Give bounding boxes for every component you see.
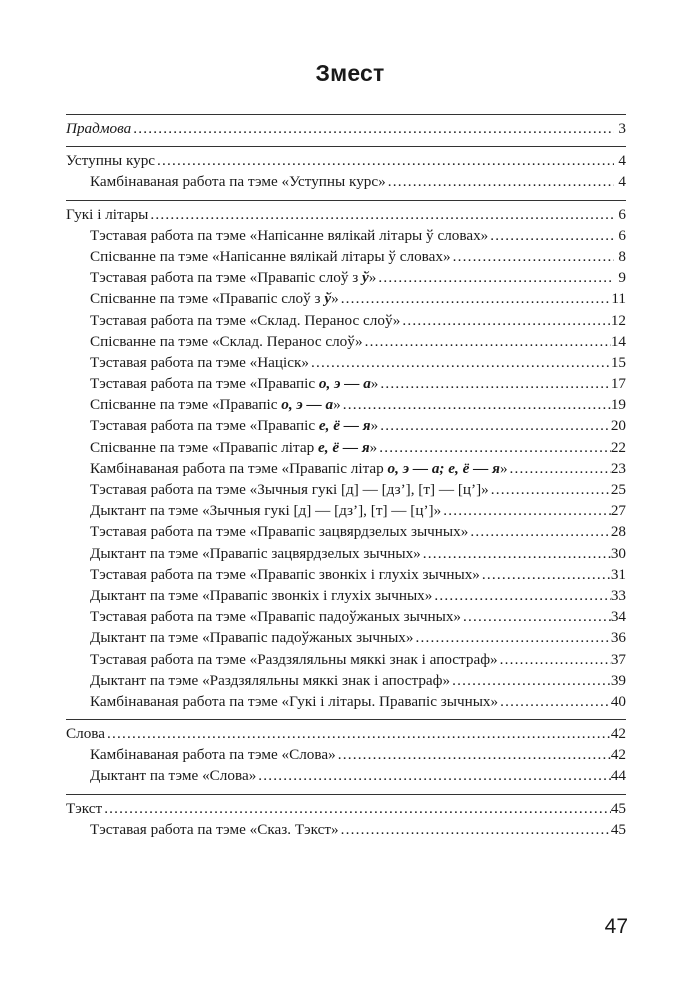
toc-entry-page: 19 (610, 396, 626, 414)
page-title: Змест (315, 60, 385, 86)
toc-entry-label: Спісванне па тэме «Правапіс літар е, ё — я» (90, 438, 378, 456)
toc-section (66, 794, 626, 847)
toc-entry[interactable] (66, 288, 626, 309)
toc-entry-label: Тэставая работа па тэме «Правапіс зацвярдзелых зычных» (90, 523, 469, 541)
toc-entry[interactable] (66, 564, 626, 585)
dot-leader (451, 246, 614, 267)
toc-entry[interactable] (66, 670, 626, 691)
dot-leader (339, 819, 611, 840)
toc-entry-label: Спісванне па тэме «Правапіс слоў з ў» (90, 290, 339, 308)
toc-entry-page: 6 (618, 226, 626, 244)
toc-entry-page: 40 (610, 692, 626, 710)
toc-entry-label: Камбінаваная работа па тэме «Гукі і літары. Правапіс зычных» (90, 692, 499, 710)
toc-entry-page: 3 (618, 120, 626, 137)
toc-entry-page: 4 (618, 173, 626, 191)
toc-entry-label: Камбінаваная работа па тэме «Правапіс літар о, э — а; е, ё — я» (90, 459, 508, 477)
toc-entry-label: Дыктант па тэме «Правапіс зацвярдзелых зычных» (90, 544, 421, 562)
page-number: 47 (604, 915, 628, 938)
toc-entry-label: Слова (66, 725, 106, 743)
toc-section-heading[interactable] (66, 204, 626, 225)
dot-leader (489, 479, 611, 500)
dot-leader (376, 267, 614, 288)
toc-entry[interactable] (66, 585, 626, 606)
toc-entry[interactable] (66, 819, 626, 840)
toc-entry-page: 44 (610, 767, 626, 785)
dot-leader (450, 670, 611, 691)
dot-leader (421, 543, 611, 564)
dot-leader (148, 204, 614, 225)
toc-entry-page: 36 (610, 629, 626, 647)
dot-leader (378, 415, 611, 436)
toc-section-heading[interactable] (66, 150, 626, 171)
toc-entry[interactable] (66, 543, 626, 564)
toc-entry-page: 11 (611, 290, 626, 308)
toc-entry-label: Уступны курс (66, 152, 156, 170)
toc-entry-page: 15 (610, 353, 626, 371)
toc-entry-page: 4 (618, 152, 626, 170)
dot-leader (155, 150, 614, 171)
toc-entry[interactable] (66, 394, 626, 415)
toc-entry-label: Камбінаваная работа па тэме «Уступны курс» (90, 173, 386, 191)
toc-entry-page: 17 (610, 375, 626, 393)
toc-entry-page: 9 (618, 269, 626, 287)
toc-entry-label: Тэставая работа па тэме «Правапіс е, ё — я» (90, 417, 379, 435)
toc-entry-label: Дыктант па тэме «Правапіс звонкіх і глухіх зычных» (90, 586, 433, 604)
toc-entry-label: Дыктант па тэме «Слова» (90, 767, 257, 785)
toc-entry-label: Спісванне па тэме «Напісанне вялікай літары ў словах» (90, 247, 451, 265)
toc-entry-label: Тэставая работа па тэме «Правапіс звонкіх і глухіх зычных» (90, 565, 480, 583)
dot-leader (498, 649, 611, 670)
dot-leader (400, 310, 610, 331)
toc-entry-label: Дыктант па тэме «Правапіс падоўжаных зычных» (90, 629, 414, 647)
toc-section (66, 114, 626, 146)
toc-entry[interactable] (66, 331, 626, 352)
dot-leader (413, 627, 610, 648)
toc-entry-label: Тэставая работа па тэме «Правапіс о, э — а» (90, 375, 379, 393)
toc-entry-page: 6 (618, 205, 626, 223)
dot-leader (377, 437, 611, 458)
toc-entry[interactable] (66, 627, 626, 648)
toc-entry-label: Дыктант па тэме «Раздзяляльны мяккі знак і апостраф» (90, 671, 451, 689)
toc-entry-label: Тэставая работа па тэме «Зычныя гукі [д] — [дз’], [т] — [ц’]» (90, 481, 489, 498)
toc-entry[interactable] (66, 267, 626, 288)
toc-entry[interactable] (66, 373, 626, 394)
toc-entry[interactable] (66, 246, 626, 267)
toc-section (66, 146, 626, 199)
toc-entry-page: 20 (610, 417, 626, 435)
toc-entry-page: 30 (610, 544, 626, 562)
toc-entry[interactable] (66, 225, 626, 246)
toc-entry-page: 25 (610, 481, 626, 498)
dot-leader (461, 606, 611, 627)
toc-entry-label: Гукі і літары (66, 205, 149, 223)
dot-leader (363, 331, 611, 352)
toc-entry[interactable] (66, 606, 626, 627)
toc-entry-label: Тэставая работа па тэме «Націск» (90, 353, 309, 371)
dot-leader (498, 691, 611, 712)
toc-entry[interactable] (66, 521, 626, 542)
toc-entry-page: 14 (610, 332, 626, 350)
toc-section (66, 719, 626, 794)
toc-entry[interactable] (66, 352, 626, 373)
toc-entry-page: 34 (610, 608, 626, 626)
toc-entry-label: Тэставая работа па тэме «Напісанне вялікай літары ў словах» (90, 226, 489, 244)
toc-entry-page: 12 (610, 311, 626, 329)
toc-entry-page: 33 (610, 586, 626, 604)
dot-leader (378, 373, 610, 394)
toc-entry-page: 27 (610, 502, 626, 520)
toc-entry[interactable] (66, 649, 626, 670)
dot-leader (468, 521, 610, 542)
toc-entry-page: 8 (618, 247, 626, 265)
toc-entry[interactable] (66, 171, 626, 192)
toc-entry-label: Прадмова (66, 120, 132, 137)
toc-entry[interactable] (66, 500, 626, 521)
dot-leader (131, 118, 614, 139)
toc-entry[interactable] (66, 691, 626, 712)
toc-entry[interactable] (66, 765, 626, 786)
toc-section (66, 200, 626, 720)
toc-entry-page: 42 (610, 746, 626, 764)
dot-leader (480, 564, 611, 585)
toc-entry-label: Тэставая работа па тэме «Правапіс слоў з ў» (90, 269, 377, 287)
toc-entry-label: Тэставая работа па тэме «Правапіс падоўжаных зычных» (90, 608, 462, 626)
dot-leader (432, 585, 610, 606)
dot-leader (336, 744, 611, 765)
toc-entry-label: Спісванне па тэме «Правапіс о, э — а» (90, 396, 341, 414)
toc-entry[interactable] (66, 415, 626, 436)
toc-entry[interactable] (66, 479, 626, 500)
toc-section-heading[interactable] (66, 798, 626, 819)
toc-entry-page: 45 (610, 799, 626, 817)
dot-leader (105, 723, 611, 744)
dot-leader (102, 798, 611, 819)
toc-entry-label: Спісванне па тэме «Склад. Перанос слоў» (90, 332, 363, 350)
dot-leader (386, 171, 614, 192)
toc-entry-page: 22 (610, 438, 626, 456)
toc-entry-page: 28 (610, 523, 626, 541)
toc-entry-label: Дыктант па тэме «Зычныя гукі [д] — [дз’], [т] — [ц’]» (90, 502, 442, 520)
toc-section-heading[interactable] (66, 118, 626, 139)
dot-leader (488, 225, 614, 246)
toc-entry[interactable] (66, 437, 626, 458)
toc-entry-page: 37 (610, 650, 626, 668)
dot-leader (339, 288, 612, 309)
toc-entry[interactable] (66, 744, 626, 765)
toc-entry-label: Камбінаваная работа па тэме «Слова» (90, 746, 336, 764)
toc-entry-page: 23 (610, 459, 626, 477)
toc-section-heading[interactable] (66, 723, 626, 744)
toc-entry-label: Тэставая работа па тэме «Сказ. Тэкст» (90, 820, 339, 838)
toc-entry-page: 31 (610, 565, 626, 583)
toc-entry-label: Тэкст (66, 799, 103, 817)
toc-entry-page: 42 (610, 725, 626, 743)
dot-leader (341, 394, 611, 415)
toc-entry-label: Тэставая работа па тэме «Раздзяляльны мяккі знак і апостраф» (90, 650, 498, 668)
toc-entry-label: Тэставая работа па тэме «Склад. Перанос слоў» (90, 311, 401, 329)
dot-leader (309, 352, 611, 373)
toc-entry-page: 45 (610, 820, 626, 838)
toc-entry-page: 39 (610, 671, 626, 689)
dot-leader (256, 765, 611, 786)
toc-entry[interactable] (66, 458, 626, 479)
dot-leader (508, 458, 611, 479)
toc-entry[interactable] (66, 310, 626, 331)
dot-leader (441, 500, 611, 521)
table-of-contents (66, 114, 626, 847)
